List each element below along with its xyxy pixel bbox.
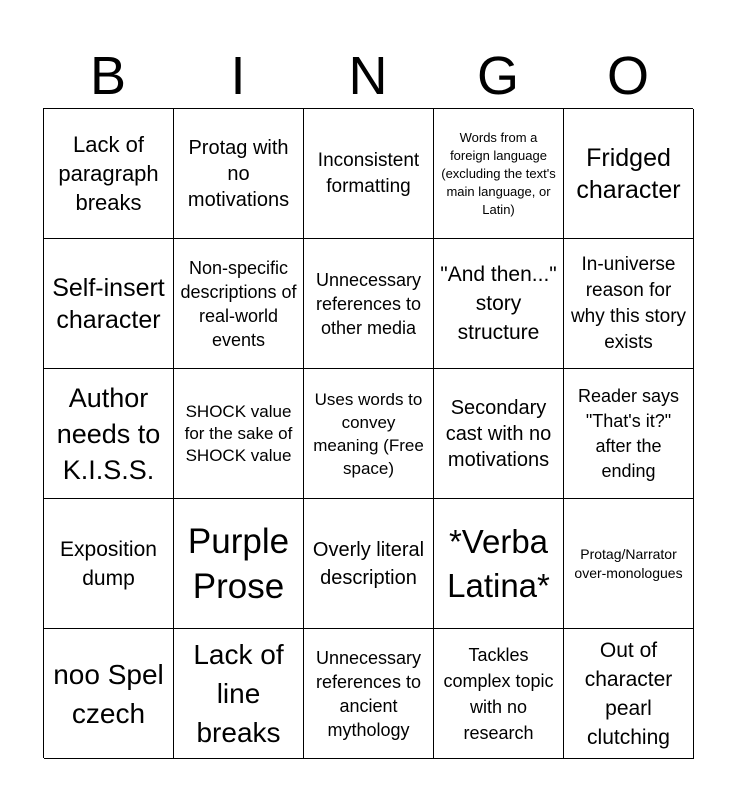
bingo-cell[interactable] [174,239,304,369]
bingo-cell[interactable] [44,499,174,629]
bingo-cell-text: Reader says "That's it?" after the ending [577,385,680,481]
bingo-cell[interactable] [564,499,694,629]
bingo-cell[interactable] [564,629,694,759]
header-letter-n: N [348,46,388,106]
bingo-cell-text: Words from a foreign language (excluding the text's main language, or Latin) [441,129,556,217]
bingo-board [43,108,693,758]
header-letter-b: B [89,46,127,106]
bingo-cell[interactable] [434,239,564,369]
bingo-cell-text: In-universe reason for why this story exists [570,253,687,353]
bingo-cell[interactable] [304,109,434,239]
bingo-cell-text: Protag/Narrator over-monologues [574,545,683,581]
bingo-cell[interactable] [174,629,304,759]
bingo-header [43,44,693,108]
bingo-cell[interactable] [304,369,434,499]
bingo-cell-text: Inconsistent formatting [317,149,420,197]
bingo-cell[interactable] [304,239,434,369]
bingo-cell[interactable] [44,369,174,499]
bingo-cell-text: Purple Prose [187,521,290,606]
bingo-cell-text: Author needs to K.I.S.S. [56,382,161,485]
bingo-cell-text: noo Spel czech [53,658,164,729]
header-letter-o: O [606,46,649,106]
bingo-cell[interactable] [434,369,564,499]
header-letter-i: I [230,46,246,106]
bingo-cell[interactable] [564,369,694,499]
bingo-cell-text: Exposition dump [60,537,157,590]
bingo-cell[interactable] [564,239,694,369]
bingo-cell[interactable] [44,629,174,759]
bingo-cell-text: Fridged character [576,143,681,204]
bingo-cell[interactable] [174,499,304,629]
bingo-cell-text: Uses words to convey meaning (Free space) [313,389,424,478]
bingo-cell[interactable] [434,629,564,759]
bingo-cell-text: Secondary cast with no motivations [445,396,552,471]
bingo-cell[interactable] [564,109,694,239]
bingo-cell[interactable] [44,109,174,239]
bingo-cell[interactable] [304,499,434,629]
bingo-cell-text: Protag with no motivations [187,136,290,211]
bingo-cell[interactable] [174,369,304,499]
bingo-cell[interactable] [44,239,174,369]
bingo-cell[interactable] [304,629,434,759]
bingo-cell-text: Tackles complex topic with no research [443,644,554,743]
bingo-cell[interactable] [434,109,564,239]
bingo-cell-text: Out of character pearl clutching [584,638,673,749]
bingo-cell[interactable] [174,109,304,239]
bingo-cell-text: *Verba Latina* [447,522,550,604]
bingo-cell-text: "And then..." story structure [440,263,557,344]
bingo-cell-text: Non-specific descriptions of real-world events [180,257,297,350]
bingo-cell[interactable] [434,499,564,629]
header-letter-g: G [476,46,519,106]
bingo-cell-text: Lack of paragraph breaks [58,132,159,215]
bingo-cell-text: Unnecessary references to other media [315,269,422,338]
bingo-cell-text: Lack of line breaks [193,639,284,748]
bingo-cell-text: Unnecessary references to ancient mythology [315,647,422,740]
bingo-cell-text: Self-insert character [52,273,165,334]
bingo-cell-text: Overly literal description [312,538,425,589]
bingo-cell-text: SHOCK value for the sake of SHOCK value [184,401,293,465]
